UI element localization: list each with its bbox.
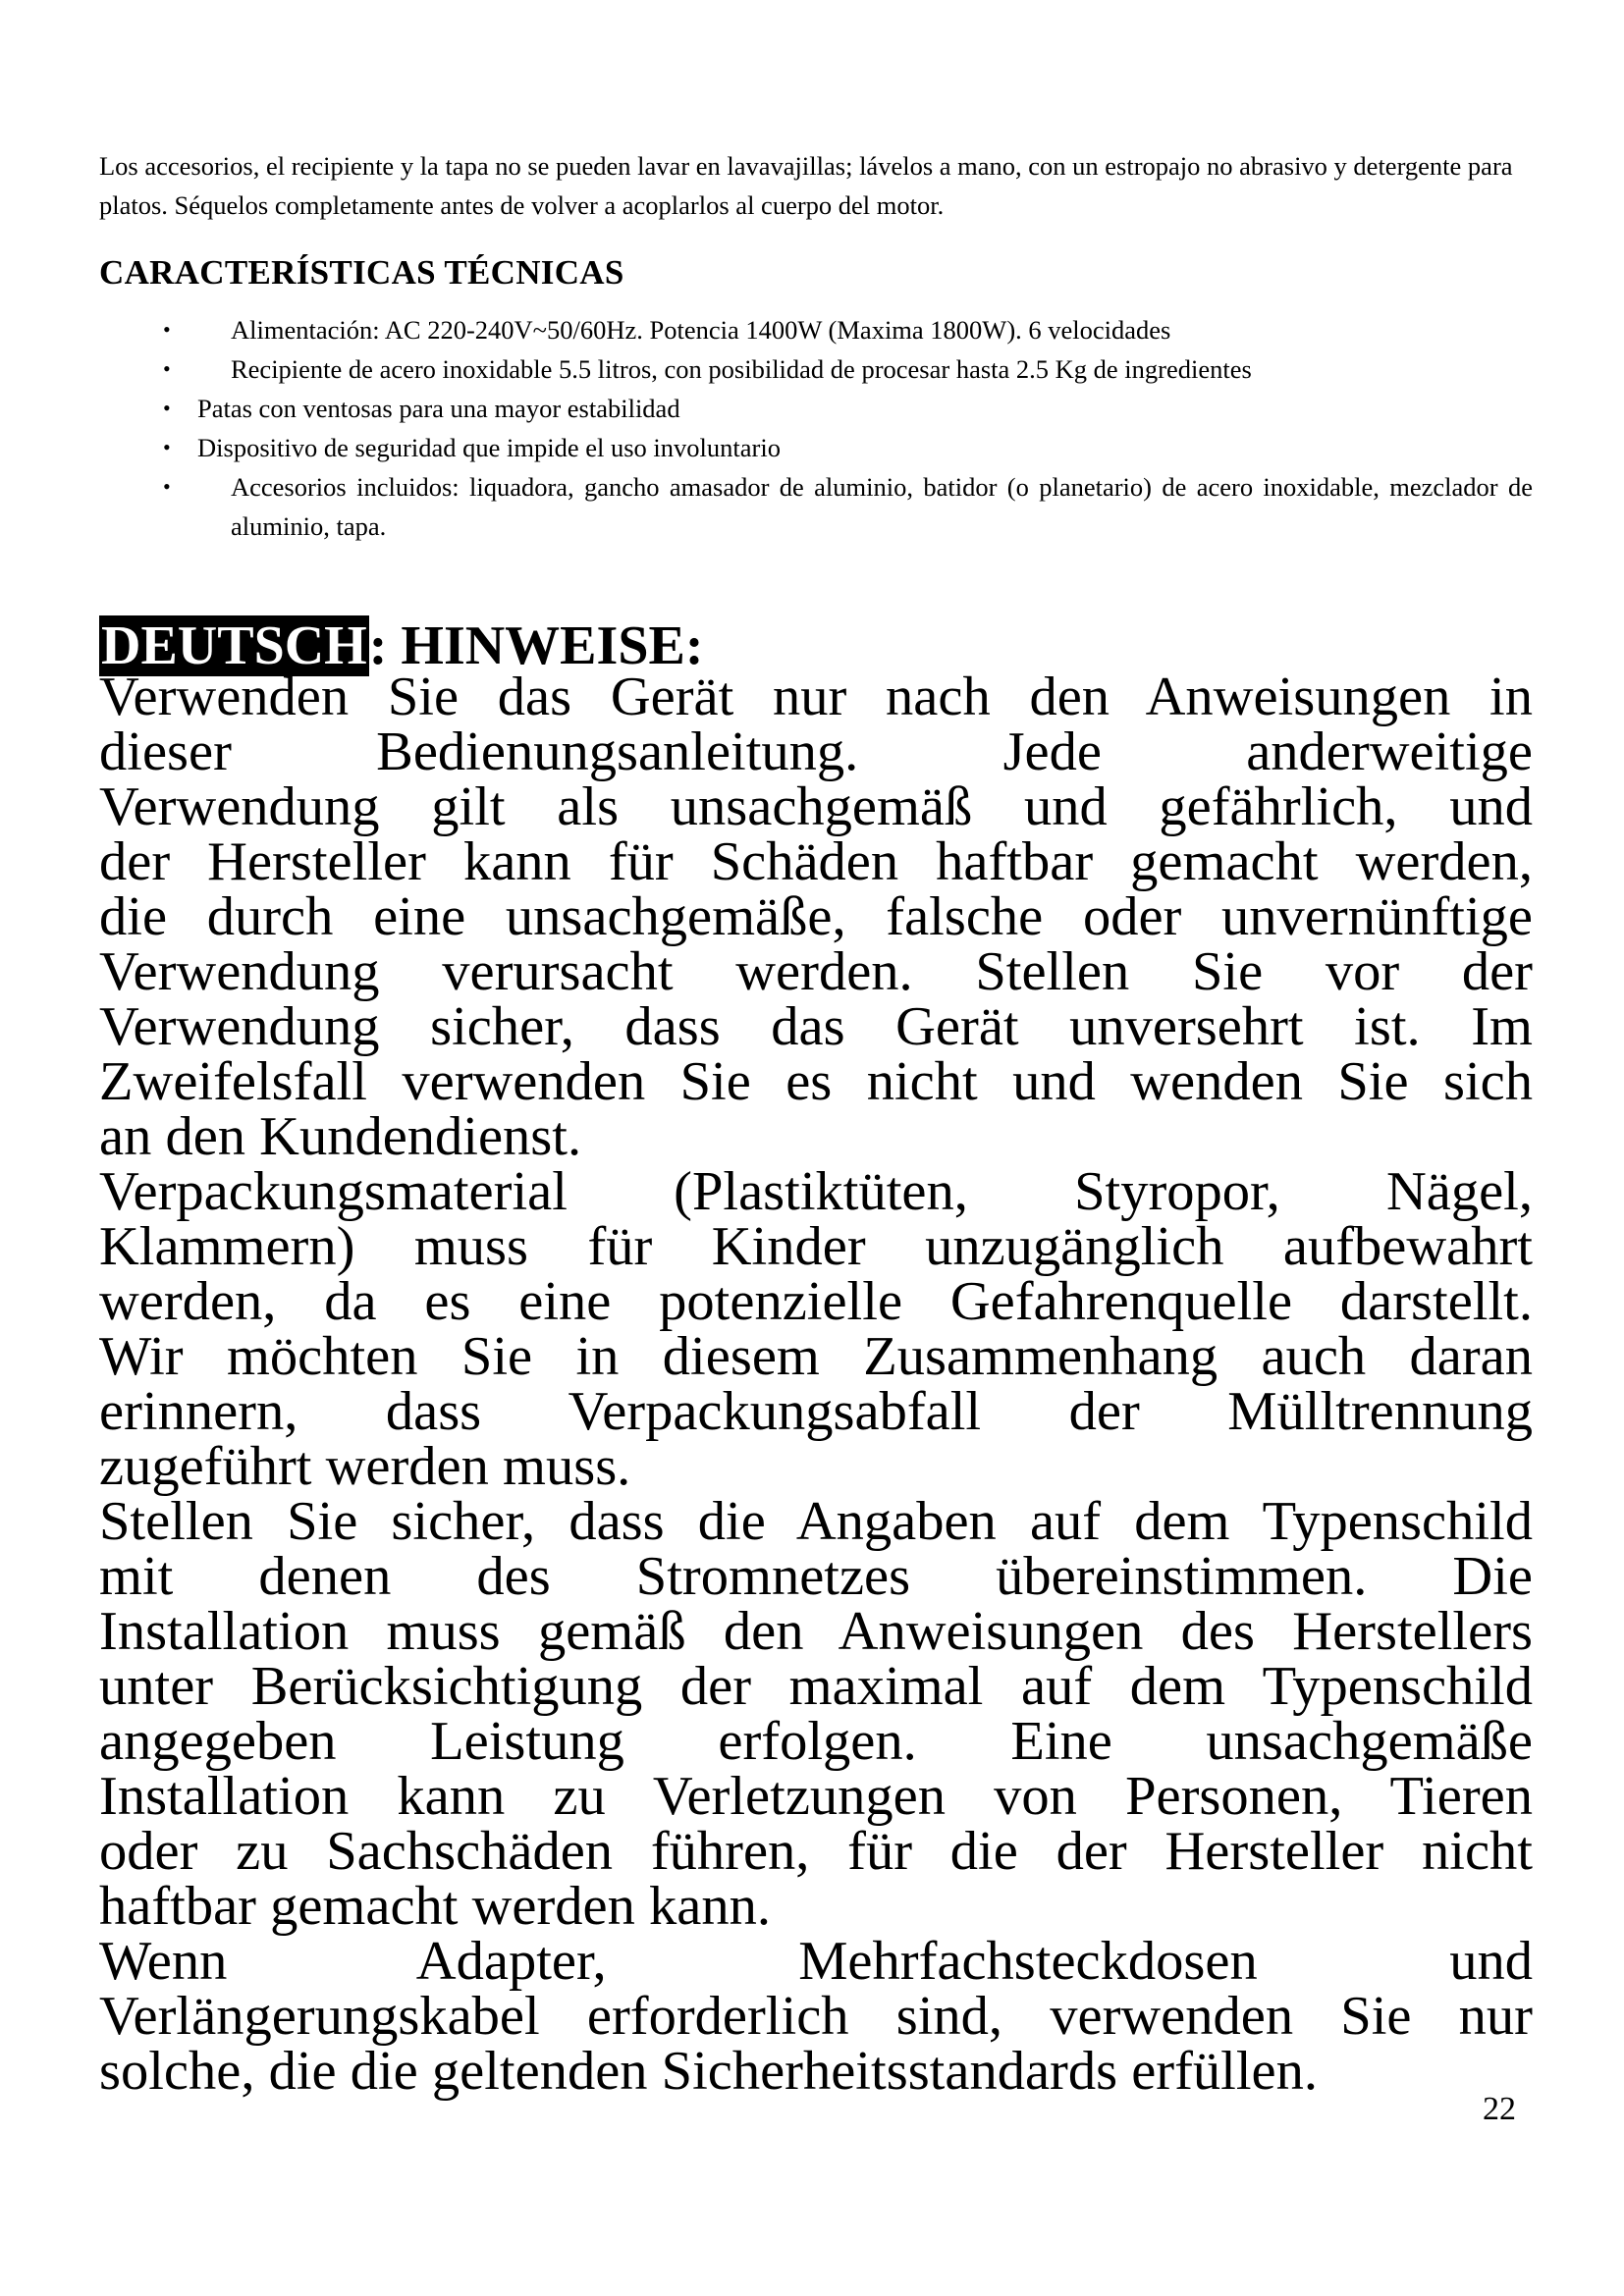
text-line: Verwenden Sie das Gerät nur nach den Anweisungen in xyxy=(99,667,1533,727)
cleaning-note-paragraph: Los accesorios, el recipiente y la tapa no se pueden lavar en lavavajillas; lávelos a mano, con un estropajo no abrasivo y detergente para platos. Séquelos completamente antes de volver a acoplarlos al cuerpo del motor. xyxy=(99,151,1513,220)
text-line: solche, die die geltenden Sicherheitsstandards erfüllen. xyxy=(99,2041,1319,2102)
text-line: Verlängerungskabel erforderlich sind, verwenden Sie nur xyxy=(99,1986,1533,2047)
german-notes-body xyxy=(99,667,1533,2102)
spec-item xyxy=(99,389,1533,428)
text-line: Wir möchten Sie in diesem Zusammenhang auch daran xyxy=(99,1326,1533,1387)
text-line: Installation kann zu Verletzungen von Personen, Tieren xyxy=(99,1766,1533,1827)
text-line: Stellen Sie sicher, dass die Angaben auf dem Typenschild xyxy=(99,1491,1533,1552)
spec-item-text: Dispositivo de seguridad que impide el uso involuntario xyxy=(197,433,781,462)
text-line: oder zu Sachschäden führen, für die der Hersteller nicht xyxy=(99,1821,1533,1882)
text-line: die durch eine unsachgemäße, falsche oder unvernünftige xyxy=(99,886,1533,947)
bullet-icon: • xyxy=(163,317,171,342)
technical-specs-heading: CARACTERÍSTICAS TÉCNICAS xyxy=(99,253,624,292)
text-line: Wenn Adapter, Mehrfachsteckdosen und xyxy=(99,1931,1533,1992)
text-line: Verpackungsmaterial (Plastiktüten, Styropor, Nägel, xyxy=(99,1161,1533,1222)
text-line: der Hersteller kann für Schäden haftbar gemacht werden, xyxy=(99,831,1533,892)
text-line: erinnern, dass Verpackungsabfall der Mülltrennung xyxy=(99,1381,1533,1442)
language-label: DEUTSCH xyxy=(101,615,367,676)
text-line: Verwendung sicher, dass das Gerät unversehrt ist. Im xyxy=(99,996,1533,1057)
spec-item-text: Patas con ventosas para una mayor estabilidad xyxy=(197,394,680,423)
text-line: dieser Bedienungsanleitung. Jede anderweitige xyxy=(99,721,1533,782)
text-line: Installation muss gemäß den Anweisungen des Herstellers xyxy=(99,1601,1533,1662)
technical-specs-list xyxy=(99,310,1533,546)
bullet-icon: • xyxy=(163,356,171,381)
spec-item-text: Accesorios incluidos: liquadora, gancho amasador de aluminio, batidor (o planetario) de acero inoxidable, mezclador de aluminio, tapa. xyxy=(231,472,1533,541)
spec-item xyxy=(99,310,1533,349)
spec-item-text: Recipiente de acero inoxidable 5.5 litros, con posibilidad de procesar hasta 2.5 Kg de ingredientes xyxy=(231,354,1252,384)
text-line: Verwendung gilt als unsachgemäß und gefährlich, und xyxy=(99,776,1533,837)
heading-suffix: : HINWEISE: xyxy=(368,615,704,676)
spec-item xyxy=(99,467,1533,546)
text-line: werden, da es eine potenzielle Gefahrenquelle darstellt. xyxy=(99,1271,1533,1332)
text-line: mit denen des Stromnetzes übereinstimmen. Die xyxy=(99,1546,1533,1607)
text-line: unter Berücksichtigung der maximal auf dem Typenschild xyxy=(99,1656,1533,1717)
page-number: 22 xyxy=(1483,2091,1516,2127)
text-line: Zweifelsfall verwenden Sie es nicht und wenden Sie sich xyxy=(99,1051,1533,1112)
text-line: an den Kundendienst. xyxy=(99,1106,582,1167)
bullet-icon: • xyxy=(163,474,171,499)
spec-item xyxy=(99,349,1533,389)
bullet-icon: • xyxy=(163,396,171,420)
spec-item xyxy=(99,428,1533,467)
text-line: angegeben Leistung erfolgen. Eine unsachgemäße xyxy=(99,1711,1533,1772)
text-line: Verwendung verursacht werden. Stellen Sie vor der xyxy=(99,941,1533,1002)
bullet-icon: • xyxy=(163,435,171,459)
text-line: haftbar gemacht werden kann. xyxy=(99,1876,771,1937)
spec-item-text: Alimentación: AC 220-240V~50/60Hz. Potencia 1400W (Maxima 1800W). 6 velocidades xyxy=(231,315,1171,345)
text-line: Klammern) muss für Kinder unzugänglich aufbewahrt xyxy=(99,1216,1533,1277)
text-line: zugeführt werden muss. xyxy=(99,1436,631,1497)
